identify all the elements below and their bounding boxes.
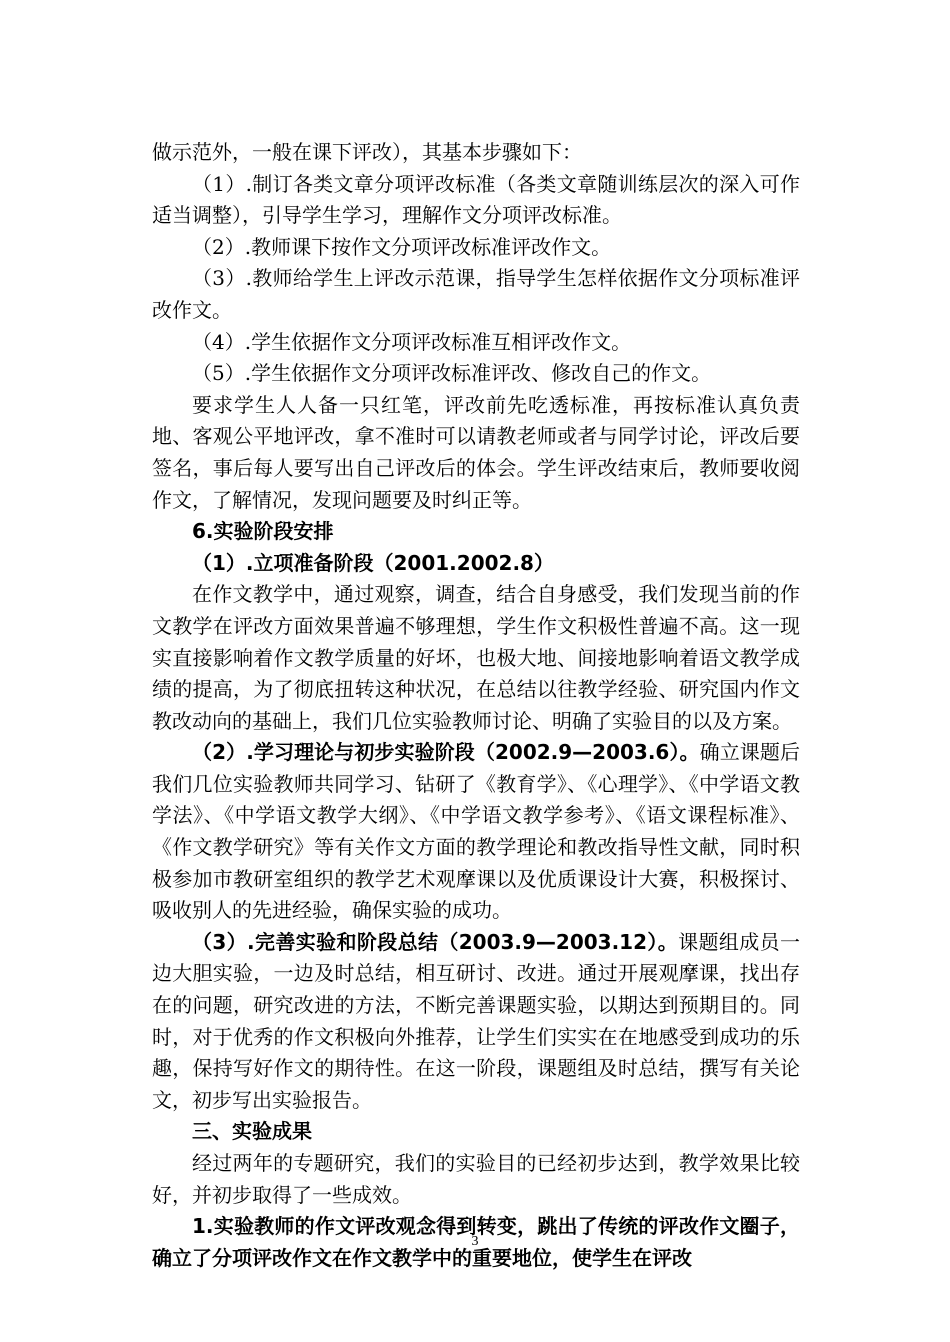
step-5: （5）.学生依据作文分项评改标准评改、修改自己的作文。 bbox=[192, 361, 712, 386]
page-number: 3 bbox=[471, 1234, 479, 1249]
paragraph-continuation: 做示范外，一般在课下评改），其基本步骤如下： bbox=[152, 140, 582, 164]
section-three-intro: 经过两年的专题研究，我们的实验目的已经初步达到，教学效果比较好，并初步取得了一些成效。 bbox=[152, 1151, 800, 1207]
step-4: （4）.学生依据作文分项评改标准互相评改作文。 bbox=[192, 329, 632, 354]
stage-2-body: 确立课题后我们几位实验教师共同学习、钻研了《教育学》、《心理学》、《中学语文教学法》、《中学语文教学大纲》、《中学语文教学参考》、《语文课程标准》、《作文教学研究》等有关作文方面的教学理论和教改指导性文献，同时积极参加市教研室组织的教学艺术观摩课以及优质课设计大赛，积极探讨、吸收别人的先进经验，确保实验的成功。 bbox=[152, 740, 800, 923]
section-heading-stage-arrangement: 6.实验阶段安排 bbox=[192, 519, 334, 544]
stage-3-body: 课题组成员一边大胆实验，一边及时总结，相互研讨、改进。通过开展观摩课，找出存在的问题，研究改进的方法，不断完善课题实验，以期达到预期目的。同时，对于优秀的作文积极向外推荐，让学生们实实在在地感受到成功的乐趣，保持写好作文的期待性。在这一阶段，课题组及时总结，撰写有关论文，初步写出实验报告。 bbox=[152, 929, 800, 1112]
section-three-heading: 三、实验成果 bbox=[192, 1119, 312, 1144]
step-3: （3）.教师给学生上评改示范课，指导学生怎样依据作文分项标准评改作文。 bbox=[152, 266, 800, 322]
stage-3-paragraph bbox=[152, 927, 800, 1117]
stage-1-heading: （1）.立项准备阶段（2001.2002.8） bbox=[192, 550, 554, 575]
stage-2-paragraph bbox=[152, 737, 800, 927]
page-content bbox=[152, 137, 800, 1274]
stage-3-heading: （3）.完善实验和阶段总结（2003.9—2003.12）。 bbox=[192, 929, 679, 954]
step-1: （1）.制订各类文章分项评改标准（各类文章随训练层次的深入可作适当调整），引导学生学习，理解作文分项评改标准。 bbox=[152, 171, 800, 228]
result-point-1: 1.实验教师的作文评改观念得到转变，跳出了传统的评改作文圈子，确立了分项评改作文在作文教学中的重要地位，使学生在评改 bbox=[152, 1214, 800, 1270]
stage-2-heading: （2）.学习理论与初步实验阶段（2002.9—2003.6）。 bbox=[192, 740, 700, 765]
step-2: （2）.教师课下按作文分项评改标准评改作文。 bbox=[192, 234, 612, 259]
requirements-paragraph: 要求学生人人备一只红笔，评改前先吃透标准，再按标准认真负责地、客观公平地评改，拿不准时可以请教老师或者与同学讨论，评改后要签名，事后每人要写出自己评改后的体会。学生评改结束后，教师要收阅作文，了解情况，发现问题要及时纠正等。 bbox=[152, 392, 800, 512]
stage-1-paragraph: 在作文教学中，通过观察，调查，结合自身感受，我们发现当前的作文教学在评改方面效果普遍不够理想，学生作文积极性普遍不高。这一现实直接影响着作文教学质量的好坏，也极大地、间接地影响着语文教学成绩的提高，为了彻底扭转这种状况，在总结以往教学经验、研究国内作文教改动向的基础上，我们几位实验教师讨论、明确了实验目的以及方案。 bbox=[152, 582, 800, 733]
